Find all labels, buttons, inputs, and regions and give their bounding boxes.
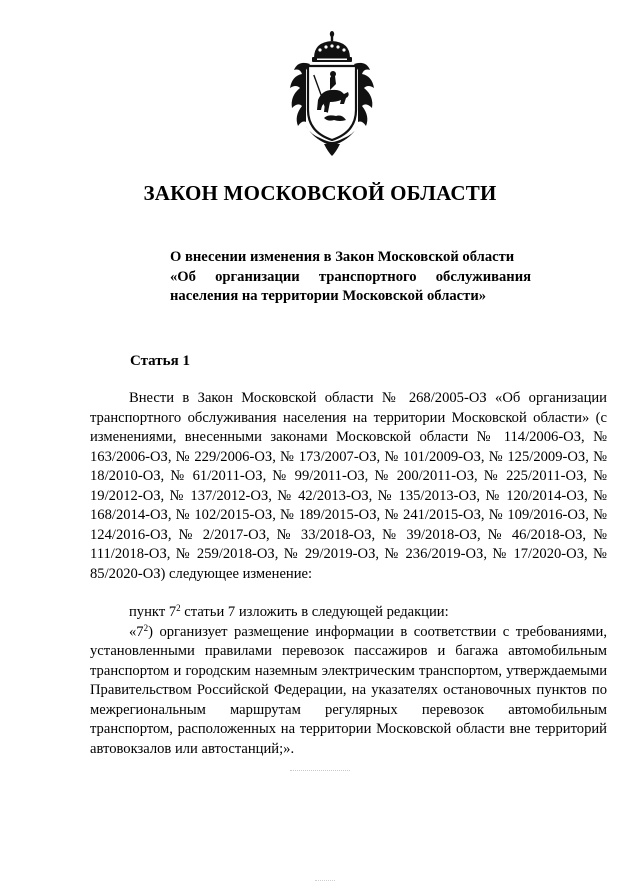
article-paragraph-2 [90,603,607,623]
coat-of-arms-emblem [284,30,380,160]
para2-text-a: пункт 7 [129,604,177,620]
para3-text-a: «7 [129,623,144,640]
article-paragraph-1: Внести в Закон Московской области № 268/2005-ОЗ «Об организации транспортного обслуживания населения на территории Московской области» (с изменениями, внесенными законами Московской области № 114/2006-ОЗ, № 163/2006-ОЗ, № 229/2006-ОЗ, № 173/2007-ОЗ, № 101/2009-ОЗ, № 125/2009-ОЗ, № 18/2010-ОЗ, № 61/2011-ОЗ, № 99/2011-ОЗ, № 200/2011-ОЗ, № 225/2011-ОЗ, № 19/2012-ОЗ, № 137/2012-ОЗ, № 42/2013-ОЗ, № 135/2013-ОЗ, № 120/2014-ОЗ, № 168/2014-ОЗ, № 102/2015-ОЗ, № 189/2015-ОЗ, № 241/2015-ОЗ, № 109/2016-ОЗ, № 124/2016-ОЗ, № 2/2017-ОЗ, № 33/2018-ОЗ, № 39/2018-ОЗ, № 46/2018-ОЗ, № 111/2018-ОЗ, № 259/2018-ОЗ, № 29/2019-ОЗ, № 236/2019-ОЗ, № 17/2020-ОЗ, № 85/2020-ОЗ) следующее изменение: [90,390,607,582]
para3-superscript: 2 [143,622,149,633]
para2-superscript: 2 [176,603,181,613]
subject-line-2: «Об организации транспортного обслуживания [170,268,531,285]
article-heading: Статья 1 [130,353,190,369]
para2-text-b: статьи 7 изложить в следующей редакции: [180,604,449,620]
law-subject [170,248,531,307]
document-title: ЗАКОН МОСКОВСКОЙ ОБЛАСТИ [143,181,497,205]
scan-artifact [315,880,335,881]
subject-line-1: О внесении изменения в Закон Московской области [170,249,515,265]
article-paragraph-3 [90,623,607,760]
article-body [90,389,607,759]
para3-text-b: ) организует размещение информации в соответствии с требованиями, установленными правилами перевозок пассажиров и багажа автомобильным транспортом и городским наземным электрическим транспортом, утверждаемыми Правительством Российской Федерации, на указателях остановочных пунктов по межрегиональным маршрутам регулярных перевозок автомобильным транспортом, расположенных на территории Московской области вне территорий автовокзалов или автостанций;». [90,623,607,757]
scan-artifact [290,770,350,771]
subject-line-3: населения на территории Московской области» [170,288,487,304]
